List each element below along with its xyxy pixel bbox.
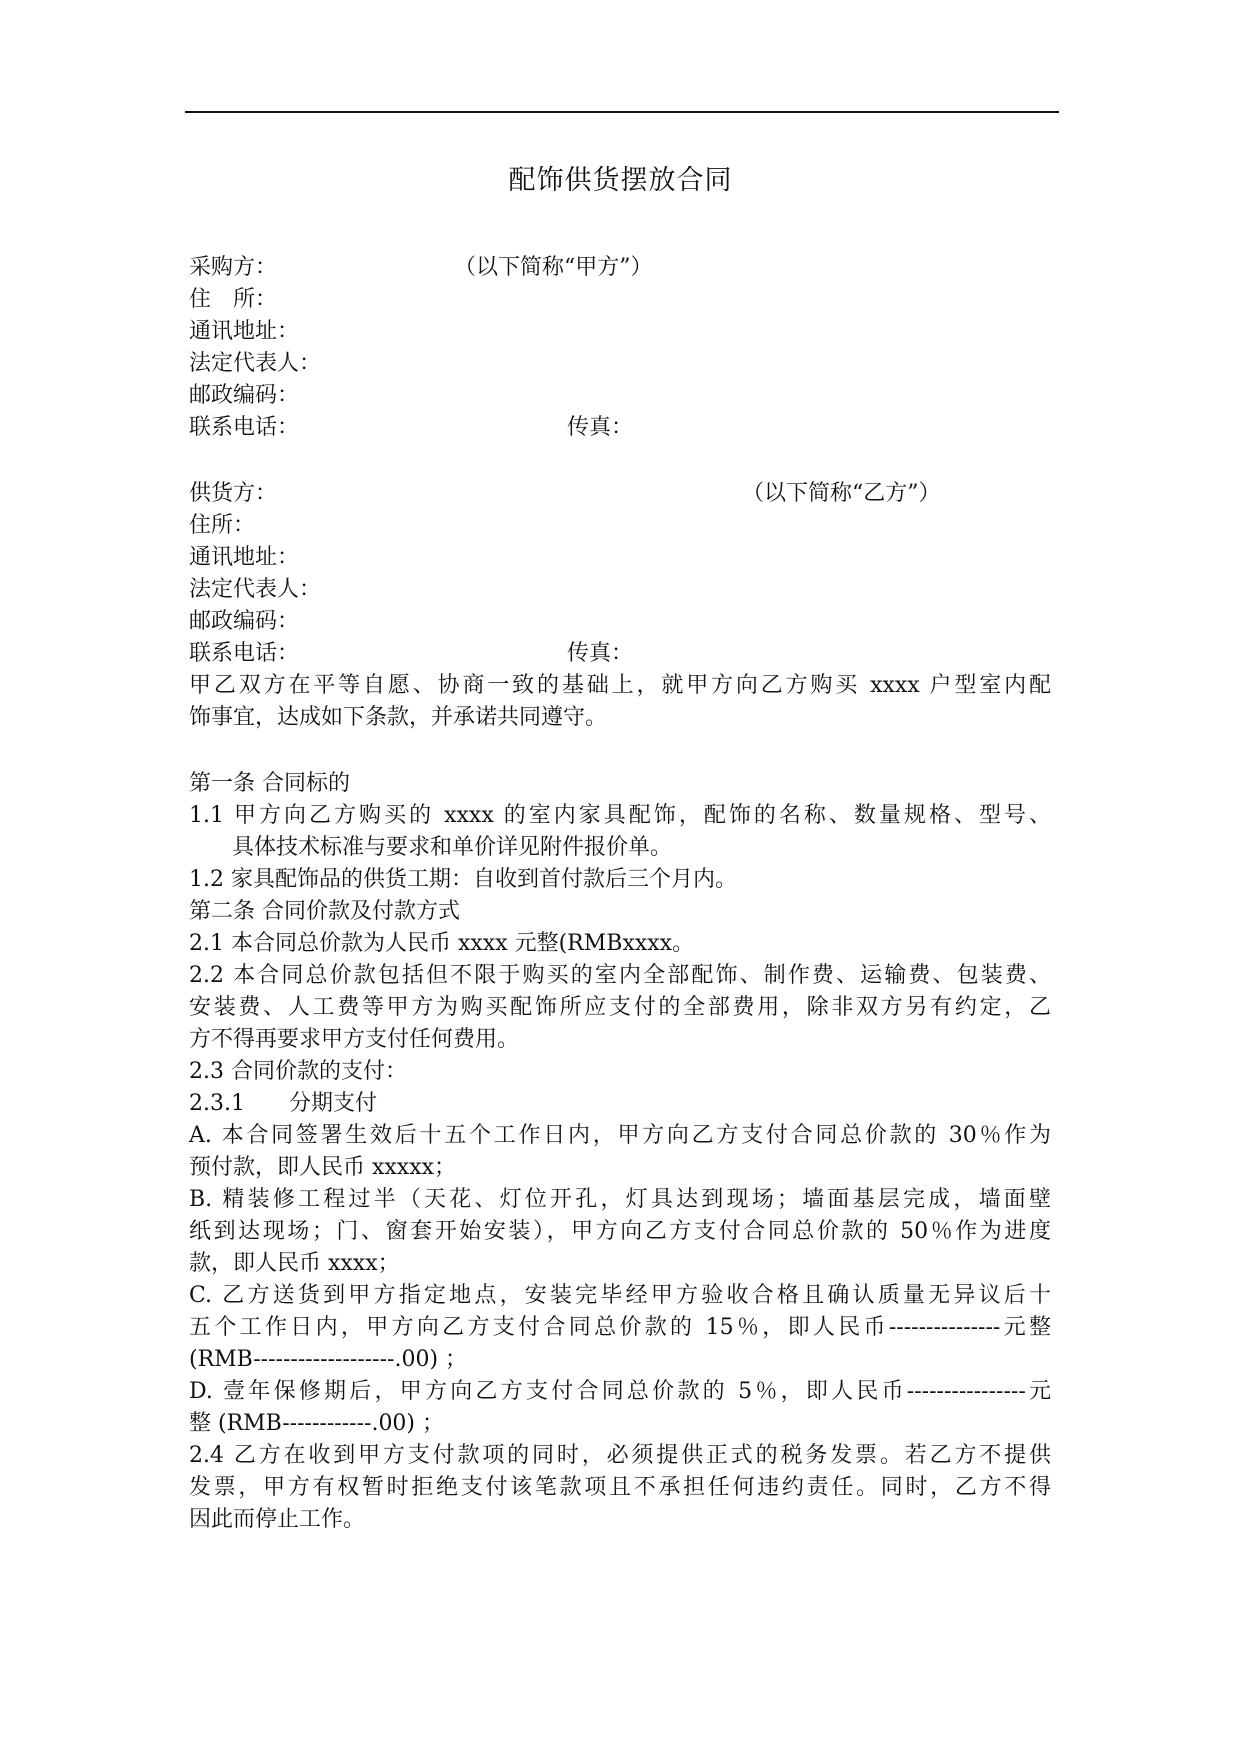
payment-c-cont: 五个工作日内，甲方向乙方支付合同总价款的 15％，即人民币---------------元整 [189,1315,1051,1340]
payment-c-cont: (RMB-------------------.00) ； [189,1347,468,1372]
party-a-alias: （以下简称“甲方”） [454,255,653,280]
clause-2-4: 2.4 乙方在收到甲方支付款项的同时，必须提供正式的税务发票。若乙方不提供 [189,1443,1051,1468]
payment-b-cont: 款，即人民币 xxxx； [189,1251,400,1276]
clause-2-2-cont: 方不得再要求甲方支付任何费用。 [189,1027,520,1052]
clause-2-3-1: 2.3.1 分期支付 [189,1091,377,1116]
clause-2-2: 2.2 本合同总价款包括但不限于购买的室内全部配饰、制作费、运输费、包装费、 [189,963,1051,988]
party-b-postcode: 邮政编码： [189,609,300,634]
payment-c: C. 乙方送货到甲方指定地点，安装完毕经甲方验收合格且确认质量无异议后十 [189,1283,1051,1308]
party-b-label: 供货方： [189,481,278,506]
party-a-address: 住 所： [189,287,278,312]
clause-2-4-cont: 发票，甲方有权暂时拒绝支付该笔款项且不承担任何违约责任。同时，乙方不得 [189,1475,1051,1500]
payment-d: D. 壹年保修期后，甲方向乙方支付合同总价款的 5％，即人民币----------------元 [189,1379,1051,1404]
payment-a-cont: 预付款，即人民币 xxxxx； [189,1155,457,1180]
party-a-fax: 传真： [567,415,634,440]
intro-line: 甲乙双方在平等自愿、协商一致的基础上，就甲方向乙方购买 xxxx 户型室内配 [189,673,1051,698]
party-a-label: 采购方： [189,255,278,280]
party-a-mail-address: 通讯地址： [189,319,300,344]
clause-1-2: 1.2 家具配饰品的供货工期：自收到首付款后三个月内。 [189,867,737,892]
party-a-legal-rep: 法定代表人： [189,351,322,376]
clause-2-2-cont: 安装费、人工费等甲方为购买配饰所应支付的全部费用，除非双方另有约定，乙 [189,995,1051,1020]
header-rule [185,111,1059,113]
party-b-address: 住所： [189,513,256,538]
party-a-postcode: 邮政编码： [189,383,300,408]
payment-b: B. 精装修工程过半（天花、灯位开孔，灯具达到现场；墙面基层完成，墙面壁 [189,1187,1051,1212]
payment-b-cont: 纸到达现场；门、窗套开始安装），甲方向乙方支付合同总价款的 50％作为进度 [189,1219,1051,1244]
party-b-mail-address: 通讯地址： [189,545,300,570]
party-b-fax: 传真： [567,641,634,666]
clause-1-1: 1.1 甲方向乙方购买的 xxxx 的室内家具配饰，配饰的名称、数量规格、型号、 [189,803,1051,828]
party-b-legal-rep: 法定代表人： [189,577,322,602]
clause-2-4-cont: 因此而停止工作。 [189,1507,366,1532]
clause-1-1-cont: 具体技术标准与要求和单价详见附件报价单。 [232,835,673,860]
intro-line: 饰事宜，达成如下条款，并承诺共同遵守。 [189,705,608,730]
party-a-phone: 联系电话： [189,415,300,440]
clause-2-1: 2.1 本合同总价款为人民币 xxxx 元整(RMBxxxx。 [189,931,695,956]
article-2-heading: 第二条 合同价款及付款方式 [189,899,460,924]
clause-2-3: 2.3 合同价款的支付： [189,1059,407,1084]
document-title: 配饰供货摆放合同 [508,165,733,196]
article-1-heading: 第一条 合同标的 [189,771,350,796]
party-b-phone: 联系电话： [189,641,300,666]
party-b-alias: （以下简称“乙方”） [742,481,941,506]
payment-a: A. 本合同签署生效后十五个工作日内，甲方向乙方支付合同总价款的 30％作为 [189,1123,1051,1148]
payment-d-cont: 整 (RMB------------.00) ； [189,1411,445,1436]
